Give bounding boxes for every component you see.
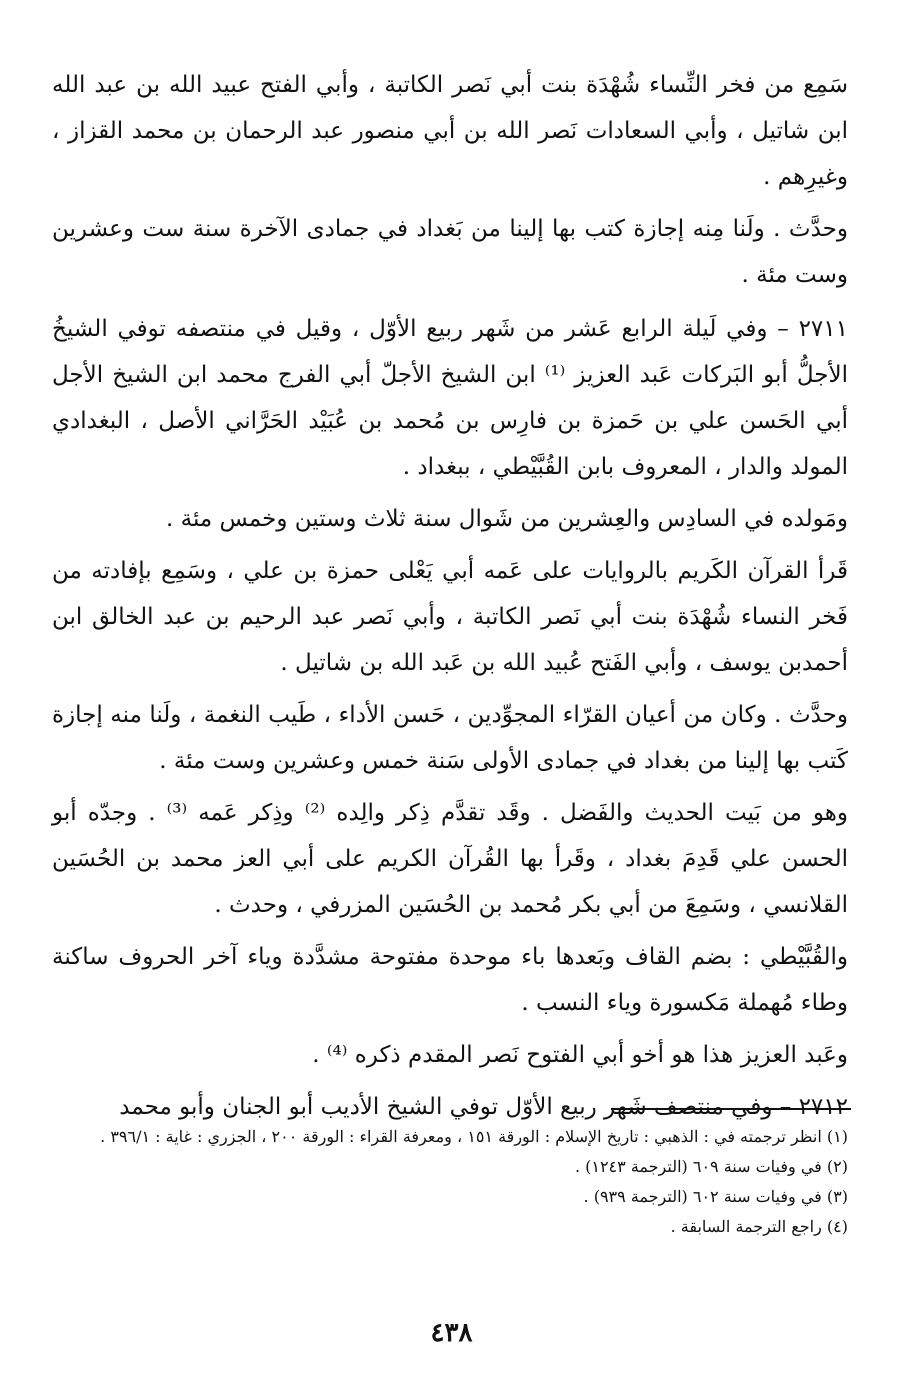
- paragraph-reading: قَرأ القرآن الكَريم بالروايات على عَمه أبي يَعْلى حمزة بن علي ، وسَمِع بإفادته من فَخر النساء شُهْدَة بنت أبي نَصر الكاتبة ، وأبي نَصر عبد الرحيم بن عبد الخالق ابن أحمدبن يوسف ، وأبي الفَتح عُبيد الله بن عَبد الله بن شاتيل .: [52, 558, 848, 676]
- page-number: ٤٣٨: [430, 1318, 473, 1348]
- footnote-2: (٢) في وفيات سنة ٦٠٩ (الترجمة ١٢٤٣) .: [574, 1157, 848, 1176]
- entry-2712: ٢٧١٢ – وفي منتصف شَهر ربيع الأوّل توفي الشيخ الأديب أبو الجنان وأبو محمد: [119, 1094, 848, 1120]
- footnote-4: (٤) راجع الترجمة السابقة .: [670, 1217, 848, 1236]
- footnote-1: (١) انظر ترجمته في : الذهبي : تاريخ الإسلام : الورقة ١٥١ ، ومعرفة القراء : الورقة ٢٠٠ ، الجزري : غاية : ٣٩٦/١ .: [100, 1127, 848, 1146]
- paragraph-birth: ومَولده في السادِس والعِشرين من شَوال سنة ثلاث وستين وخمس مئة .: [165, 506, 848, 532]
- paragraph-1: سَمِع من فخر النِّساء شُهْدَة بنت أبي نَصر الكاتبة ، وأبي الفتح عبيد الله بن عبد الله ابن شاتيل ، وأبي السعادات نَصر الله بن أبي منصور عبد الرحمان بن محمد القزاز ، وغيرِهم .: [52, 72, 848, 190]
- entry-2711: ٢٧١١ – وفي لَيلة الرابع عَشر من شَهر ربيع الأوّل ، وقيل في منتصفه توفي الشيخُ الأجلُّ أبو البَركات عَبد العزيز ⁽¹⁾ ابن الشيخ الأجلّ أبي الفرج محمد ابن الشيخ الأجل أبي الحَسن علي بن حَمزة بن فارِس بن مُحمد بن عُبَيْد الحَرَّاني الأصل ، البغدادي المولد والدار ، المعروف بابن القُبَّيْطي ، ببغداد .: [52, 316, 848, 480]
- footnotes: [52, 1122, 848, 1242]
- paragraph-brother: وعَبد العزيز هذا هو أخو أبي الفتوح نَصر المقدم ذكره ⁽⁴⁾ .: [312, 1042, 848, 1068]
- footnote-3: (٣) في وفيات سنة ٦٠٢ (الترجمة ٩٣٩) .: [583, 1187, 848, 1206]
- paragraph-nisba: والقُبَّيْطي : بضم القاف وبَعدها باء موحدة مفتوحة مشدَّدة وياء آخر الحروف ساكنة وطاء مُهملة مَكسورة وياء النسب .: [52, 944, 848, 1016]
- paragraph-family: وهو من بَيت الحديث والفَضل . وقَد تقدَّم ذِكر والِده ⁽²⁾ وذِكر عَمه ⁽³⁾ . وجدّه أبو الحسن علي قَدِمَ بغداد ، وقَرأ بها القُرآن الكريم على أبي العز محمد بن الحُسَين القلانسي ، وسَمِعَ من أبي بكر مُحمد بن الحُسَين المزرفي ، وحدث .: [52, 800, 848, 918]
- paragraph-2: وحدَّث . ولَنا مِنه إجازة كتب بها إلينا من بَغداد في جمادى الآخرة سنة ست وعشرين وست مئة .: [52, 216, 848, 288]
- main-text: [52, 62, 848, 1130]
- footnote-divider: [611, 1108, 851, 1110]
- paragraph-narration: وحدَّث . وكان من أعيان القرّاء المجوِّدين ، حَسن الأداء ، طَيب النغمة ، ولَنا منه إجازة كَتب بها إلينا من بغداد في جمادى الأولى سَنة خمس وعشرين وست مئة .: [52, 702, 848, 774]
